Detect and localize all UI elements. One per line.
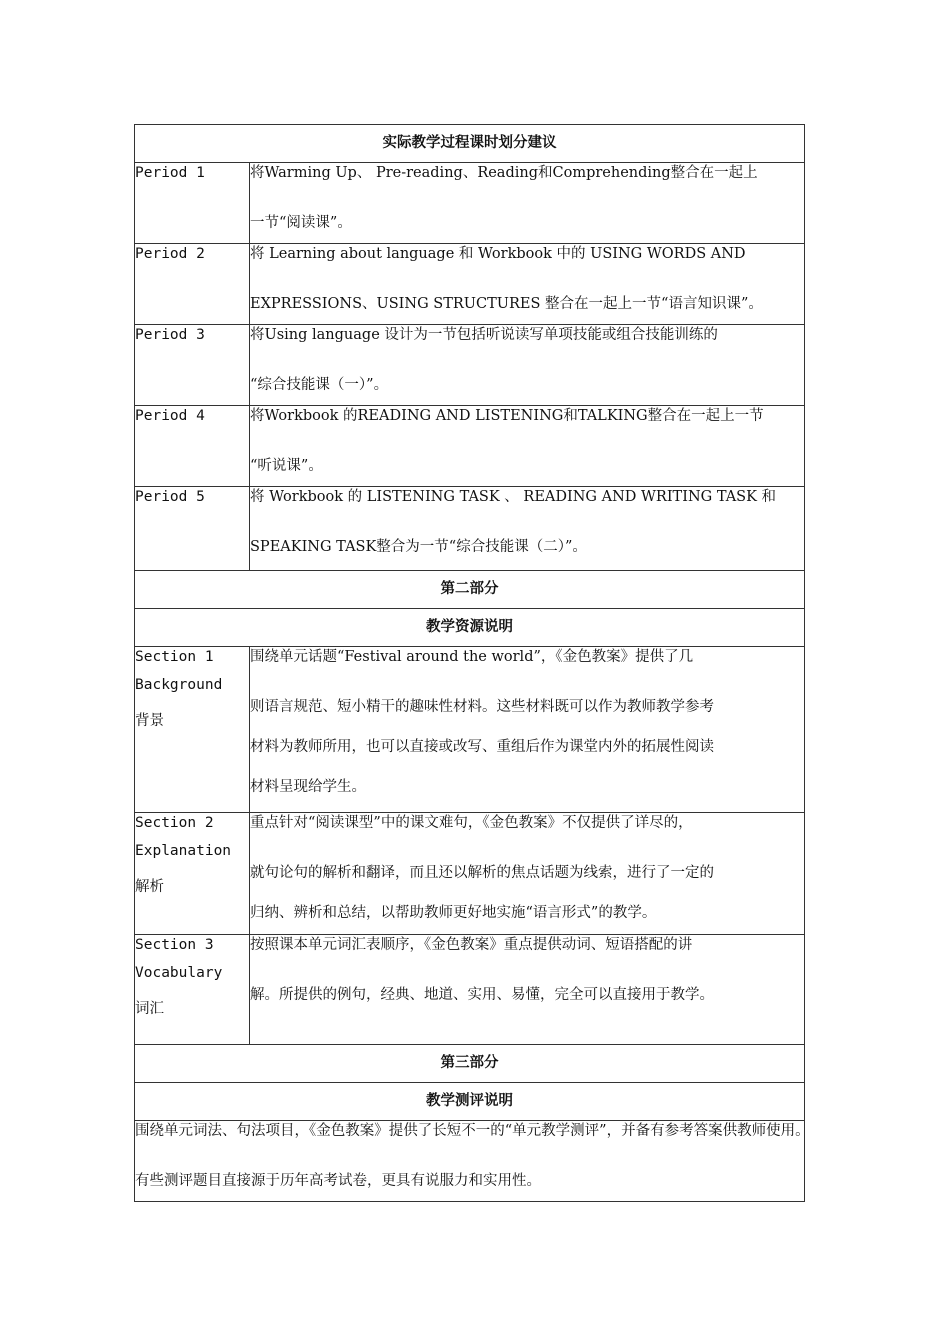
- section-row: [135, 935, 805, 1045]
- period-label: Period 4: [135, 406, 250, 487]
- period-row: [135, 244, 805, 325]
- part3-title: 第三部分: [135, 1045, 805, 1083]
- part3-body-row: [135, 1121, 805, 1202]
- part3-description: 围绕单元词法、句法项目，《金色教案》提供了长短不一的“单元教学测评”，并备有参考答案供教师使用。 有些测评题目直接源于历年高考试卷，更具有说服力和实用性。: [135, 1121, 805, 1202]
- table-title: 实际教学过程课时划分建议: [135, 125, 805, 163]
- part2-title-row: [135, 571, 805, 609]
- table-header-row: [135, 125, 805, 163]
- section-row: [135, 647, 805, 813]
- period-row: [135, 406, 805, 487]
- section-description: 按照课本单元词汇表顺序，《金色教案》重点提供动词、短语搭配的讲 解。所提供的例句，经典、地道、实用、易懂，完全可以直接用于教学。: [250, 935, 805, 1045]
- period-description: 将Using language 设计为一节包括听说读写单项技能或组合技能训练的 “综合技能课（一）”。: [250, 325, 805, 406]
- section-label: Section 3 Vocabulary 词汇: [135, 935, 250, 1045]
- period-label: Period 3: [135, 325, 250, 406]
- section-label: Section 1 Background 背景: [135, 647, 250, 813]
- section-label: Section 2 Explanation 解析: [135, 813, 250, 935]
- period-row: [135, 325, 805, 406]
- period-description: 将Warming Up、 Pre-reading、Reading和Comprehending整合在一起上 一节“阅读课”。: [250, 163, 805, 244]
- part2-subtitle: 教学资源说明: [135, 609, 805, 647]
- period-label: Period 5: [135, 487, 250, 571]
- period-row: [135, 163, 805, 244]
- part3-subtitle-row: [135, 1083, 805, 1121]
- period-label: Period 1: [135, 163, 250, 244]
- period-label: Period 2: [135, 244, 250, 325]
- lesson-plan-table: [134, 124, 810, 1202]
- section-description: 围绕单元话题“Festival around the world”，《金色教案》提供了几 则语言规范、短小精干的趣味性材料。这些材料既可以作为教师教学参考 材料为教师所用，也可以直接或改写、重组后作为课堂内外的拓展性阅读 材料呈现给学生。: [250, 647, 805, 813]
- section-row: [135, 813, 805, 935]
- part2-subtitle-row: [135, 609, 805, 647]
- section-description: 重点针对“阅读课型”中的课文难句，《金色教案》不仅提供了详尽的， 就句论句的解析和翻译，而且还以解析的焦点话题为线索，进行了一定的 归纳、辨析和总结，以帮助教师更好地实施“语言形式”的教学。: [250, 813, 805, 935]
- part3-subtitle: 教学测评说明: [135, 1083, 805, 1121]
- part3-title-row: [135, 1045, 805, 1083]
- period-description: 将Workbook 的READING AND LISTENING和TALKING整合在一起上一节 “听说课”。: [250, 406, 805, 487]
- period-description: 将 Learning about language 和 Workbook 中的 USING WORDS AND EXPRESSIONS、USING STRUCTURES 整合在一起上一节“语言知识课”。: [250, 244, 805, 325]
- period-description: 将 Workbook 的 LISTENING TASK 、 READING AND WRITING TASK 和 SPEAKING TASK整合为一节“综合技能课（二）”。: [250, 487, 805, 571]
- part2-title: 第二部分: [135, 571, 805, 609]
- period-row: [135, 487, 805, 571]
